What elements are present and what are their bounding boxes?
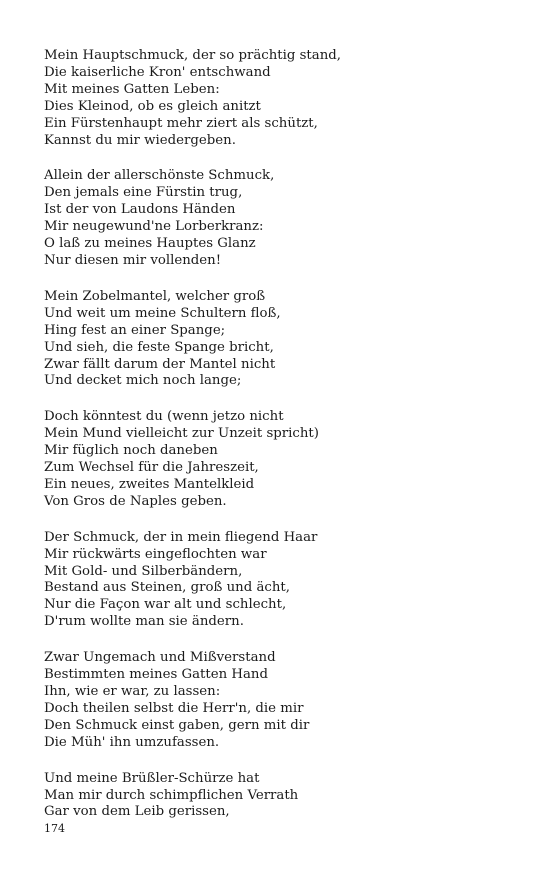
- verse-line: Zum Wechsel für die Jahreszeit,: [44, 460, 259, 476]
- verse-line: Mir neugewund'ne Lorberkranz:: [44, 219, 264, 235]
- stanza-4: [44, 409, 514, 510]
- verse-line: Der Schmuck, der in mein fliegend Haar: [44, 529, 318, 545]
- verse-line: Zwar fällt darum der Mantel nicht: [44, 356, 276, 372]
- verse-line: Bestimmten meines Gatten Hand: [44, 667, 268, 683]
- verse-line: Mit meines Gatten Leben:: [44, 81, 220, 97]
- verse-line: Mit Gold- und Silberbändern,: [44, 563, 243, 579]
- stanza-3: [44, 289, 514, 390]
- verse-line: Ein Fürstenhaupt mehr ziert als schützt,: [44, 115, 318, 131]
- verse-line: Nur diesen mir vollenden!: [44, 252, 222, 268]
- verse-line: Hing fest an einer Spange;: [44, 322, 226, 338]
- stanza-1: [44, 48, 514, 149]
- verse-line: Ist der von Laudons Händen: [44, 202, 236, 218]
- verse-line: Den jemals eine Fürstin trug,: [44, 185, 243, 201]
- verse-line: Die Müh' ihn umzufassen.: [44, 734, 220, 750]
- verse-line: Allein der allerschönste Schmuck,: [44, 168, 275, 184]
- verse-line: Von Gros de Naples geben.: [44, 493, 227, 509]
- verse-line: Doch theilen selbst die Herr'n, die mir: [44, 700, 304, 716]
- verse-line: Man mir durch schimpflichen Verrath: [44, 787, 299, 803]
- verse-line: Nur die Façon war alt und schlecht,: [44, 597, 287, 613]
- stanza-7: [44, 771, 514, 822]
- verse-line: Mein Zobelmantel, welcher groß: [44, 288, 266, 304]
- verse-line: Und decket mich noch lange;: [44, 373, 242, 389]
- verse-line: D'rum wollte man sie ändern.: [44, 614, 244, 630]
- verse-line: Und sieh, die feste Spange bricht,: [44, 339, 274, 355]
- verse-line: Doch könntest du (wenn jetzo nicht: [44, 409, 284, 425]
- verse-line: Gar von dem Leib gerissen,: [44, 804, 230, 820]
- verse-line: Bestand aus Steinen, groß und ächt,: [44, 580, 290, 596]
- verse-line: Dies Kleinod, ob es gleich anitzt: [44, 98, 261, 114]
- verse-line: Und weit um meine Schultern floß,: [44, 305, 281, 321]
- verse-line: Mir rückwärts eingeflochten war: [44, 546, 267, 562]
- verse-line: Mein Hauptschmuck, der so prächtig stand,: [44, 48, 341, 63]
- verse-line: Und meine Brüßler-Schürze hat: [44, 770, 260, 786]
- stanza-6: [44, 650, 514, 751]
- verse-line: Mein Mund vielleicht zur Unzeit spricht): [44, 426, 319, 442]
- verse-line: Kannst du mir wiedergeben.: [44, 132, 236, 148]
- verse-line: Den Schmuck einst gaben, gern mit dir: [44, 717, 310, 733]
- stanza-2: [44, 168, 514, 269]
- verse-line: Ein neues, zweites Mantelkleid: [44, 476, 255, 492]
- stanza-5: [44, 530, 514, 631]
- verse-line: Mir füglich noch daneben: [44, 443, 218, 459]
- page-number: 174: [44, 822, 65, 835]
- verse-line: Die kaiserliche Kron' entschwand: [44, 64, 271, 80]
- verse-line: Ihn, wie er war, zu lassen:: [44, 684, 221, 699]
- poem-body: [44, 48, 514, 840]
- verse-line: O laß zu meines Hauptes Glanz: [44, 236, 256, 252]
- verse-line: Zwar Ungemach und Mißverstand: [44, 650, 276, 666]
